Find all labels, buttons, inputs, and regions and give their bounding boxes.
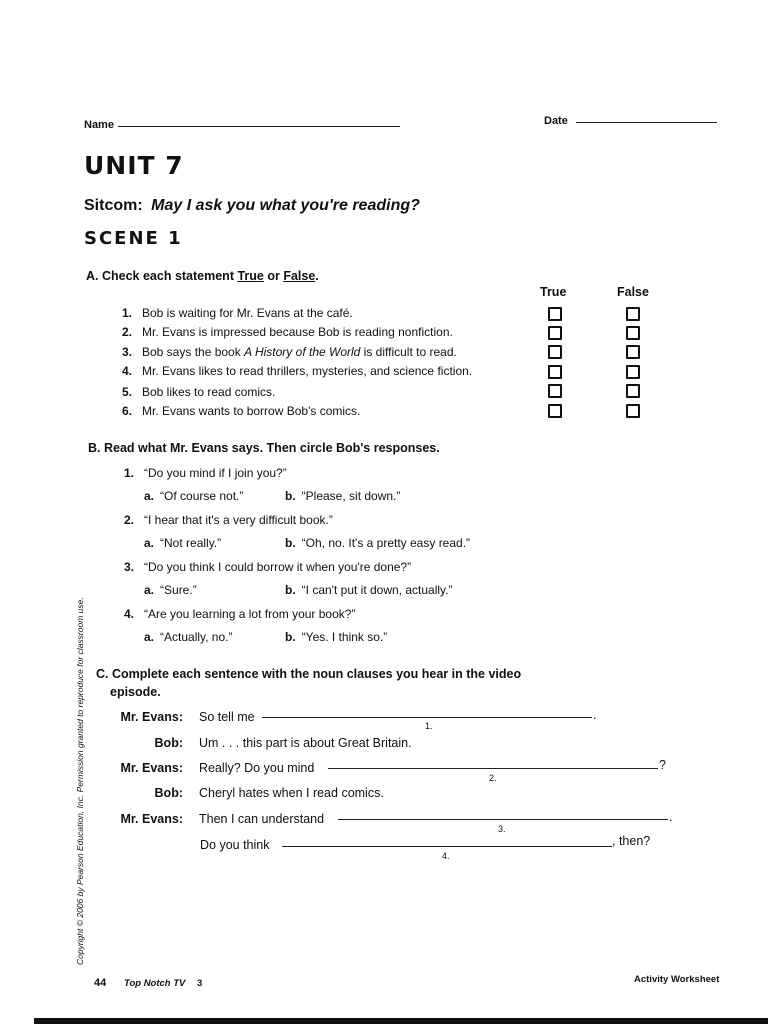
- section-a-instr: Check each statement: [101, 269, 238, 283]
- speaker-1: Mr. Evans:: [120, 710, 183, 724]
- page-number: 44: [94, 977, 107, 989]
- statement-3: 3. Bob says the book A History of the World is difficult to read.: [122, 345, 457, 359]
- question-4: 4. “Are you learning a lot from your book?”: [124, 607, 356, 621]
- line-3-end: ?: [659, 758, 666, 772]
- false-checkbox-2[interactable]: [626, 326, 640, 340]
- true-checkbox-5[interactable]: [548, 384, 562, 398]
- response-1b[interactable]: b. “Please, sit down.”: [285, 489, 401, 503]
- response-2a[interactable]: a. “Not really.”: [144, 536, 222, 550]
- true-checkbox-2[interactable]: [548, 326, 562, 340]
- line-1-end: .: [593, 708, 597, 722]
- sitcom-name: May I ask you what you're reading?: [151, 197, 420, 214]
- statement-5: 5. Bob likes to read comics.: [122, 385, 276, 399]
- question-2: 2. “I hear that it's a very difficult book.”: [124, 513, 333, 527]
- false-checkbox-3[interactable]: [626, 345, 640, 359]
- speaker-3: Mr. Evans:: [120, 761, 183, 775]
- true-checkbox-1[interactable]: [548, 307, 562, 321]
- statement-1: 1. Bob is waiting for Mr. Evans at the café.: [122, 306, 353, 320]
- section-a-heading: [86, 269, 319, 283]
- blank-4[interactable]: [282, 846, 612, 847]
- response-4b[interactable]: b. “Yes. I think so.”: [285, 630, 388, 644]
- line-2-text: Um . . . this part is about Great Britain.: [199, 736, 412, 750]
- worksheet-type: Activity Worksheet: [634, 974, 720, 985]
- book-title: A History of the World: [244, 345, 361, 359]
- line-4-text: Cheryl hates when I read comics.: [199, 786, 384, 800]
- section-a-letter: A.: [86, 269, 99, 283]
- response-3a[interactable]: a. “Sure.”: [144, 583, 197, 597]
- section-a-false-word: False: [283, 269, 316, 283]
- response-4a[interactable]: a. “Actually, no.”: [144, 630, 233, 644]
- blank-1[interactable]: [262, 717, 592, 718]
- true-column-header: True: [540, 285, 567, 299]
- scan-edge-bottom: [34, 1018, 768, 1024]
- scene-title: SCENE 1: [84, 228, 183, 249]
- speaker-5: Mr. Evans:: [120, 812, 183, 826]
- section-a-or: or: [263, 269, 284, 283]
- false-checkbox-1[interactable]: [626, 307, 640, 321]
- true-checkbox-6[interactable]: [548, 404, 562, 418]
- blank-2[interactable]: [328, 768, 658, 769]
- false-checkbox-4[interactable]: [626, 365, 640, 379]
- false-checkbox-5[interactable]: [626, 384, 640, 398]
- speaker-2: Bob:: [154, 736, 183, 750]
- statement-6: 6. Mr. Evans wants to borrow Bob's comics.: [122, 404, 361, 418]
- question-1: 1. “Do you mind if I join you?”: [124, 466, 287, 480]
- line-6-end: , then?: [612, 834, 651, 848]
- line-6-text: Do you think: [200, 838, 270, 852]
- unit-title: UNIT 7: [84, 151, 184, 180]
- line-5-end: .: [669, 810, 673, 824]
- copyright-note: Copyright © 2006 by Pearson Education, Inc. Permission granted to reproduce for classroom use.: [75, 597, 85, 965]
- section-a-true-word: True: [237, 269, 264, 283]
- section-c-heading: C. Complete each sentence with the noun clauses you hear in the video: [96, 667, 522, 681]
- section-c-heading-cont: episode.: [110, 685, 161, 699]
- true-checkbox-4[interactable]: [548, 365, 562, 379]
- false-checkbox-6[interactable]: [626, 404, 640, 418]
- response-2b[interactable]: b. “Oh, no. It's a pretty easy read.”: [285, 536, 471, 550]
- name-label: Name: [84, 119, 114, 131]
- section-b-heading: B. Read what Mr. Evans says. Then circle Bob's responses.: [88, 441, 440, 455]
- name-field[interactable]: [118, 126, 400, 127]
- date-field[interactable]: [576, 122, 717, 123]
- blank-3-number: 3.: [498, 824, 506, 834]
- blank-3[interactable]: [338, 819, 668, 820]
- statement-2: 2. Mr. Evans is impressed because Bob is reading nonfiction.: [122, 325, 453, 339]
- statement-4: 4. Mr. Evans likes to read thrillers, mysteries, and science fiction.: [122, 364, 473, 378]
- response-3b[interactable]: b. “I can't put it down, actually.”: [285, 583, 453, 597]
- sitcom-label: Sitcom:: [84, 197, 143, 214]
- blank-4-number: 4.: [442, 851, 450, 861]
- blank-2-number: 2.: [489, 773, 497, 783]
- line-1-text: So tell me: [199, 710, 255, 724]
- blank-1-number: 1.: [425, 721, 433, 731]
- date-label: Date: [544, 115, 568, 127]
- false-column-header: False: [617, 285, 649, 299]
- line-5-text: Then I can understand: [199, 812, 325, 826]
- section-a-period: .: [315, 269, 319, 283]
- sitcom-title: [84, 197, 420, 215]
- series-name: Top Notch TV: [124, 978, 186, 989]
- line-3-text: Really? Do you mind: [199, 761, 315, 775]
- series-level: 3: [197, 978, 203, 989]
- speaker-4: Bob:: [154, 786, 183, 800]
- true-checkbox-3[interactable]: [548, 345, 562, 359]
- response-1a[interactable]: a. “Of course not.”: [144, 489, 244, 503]
- question-3: 3. “Do you think I could borrow it when you're done?”: [124, 560, 412, 574]
